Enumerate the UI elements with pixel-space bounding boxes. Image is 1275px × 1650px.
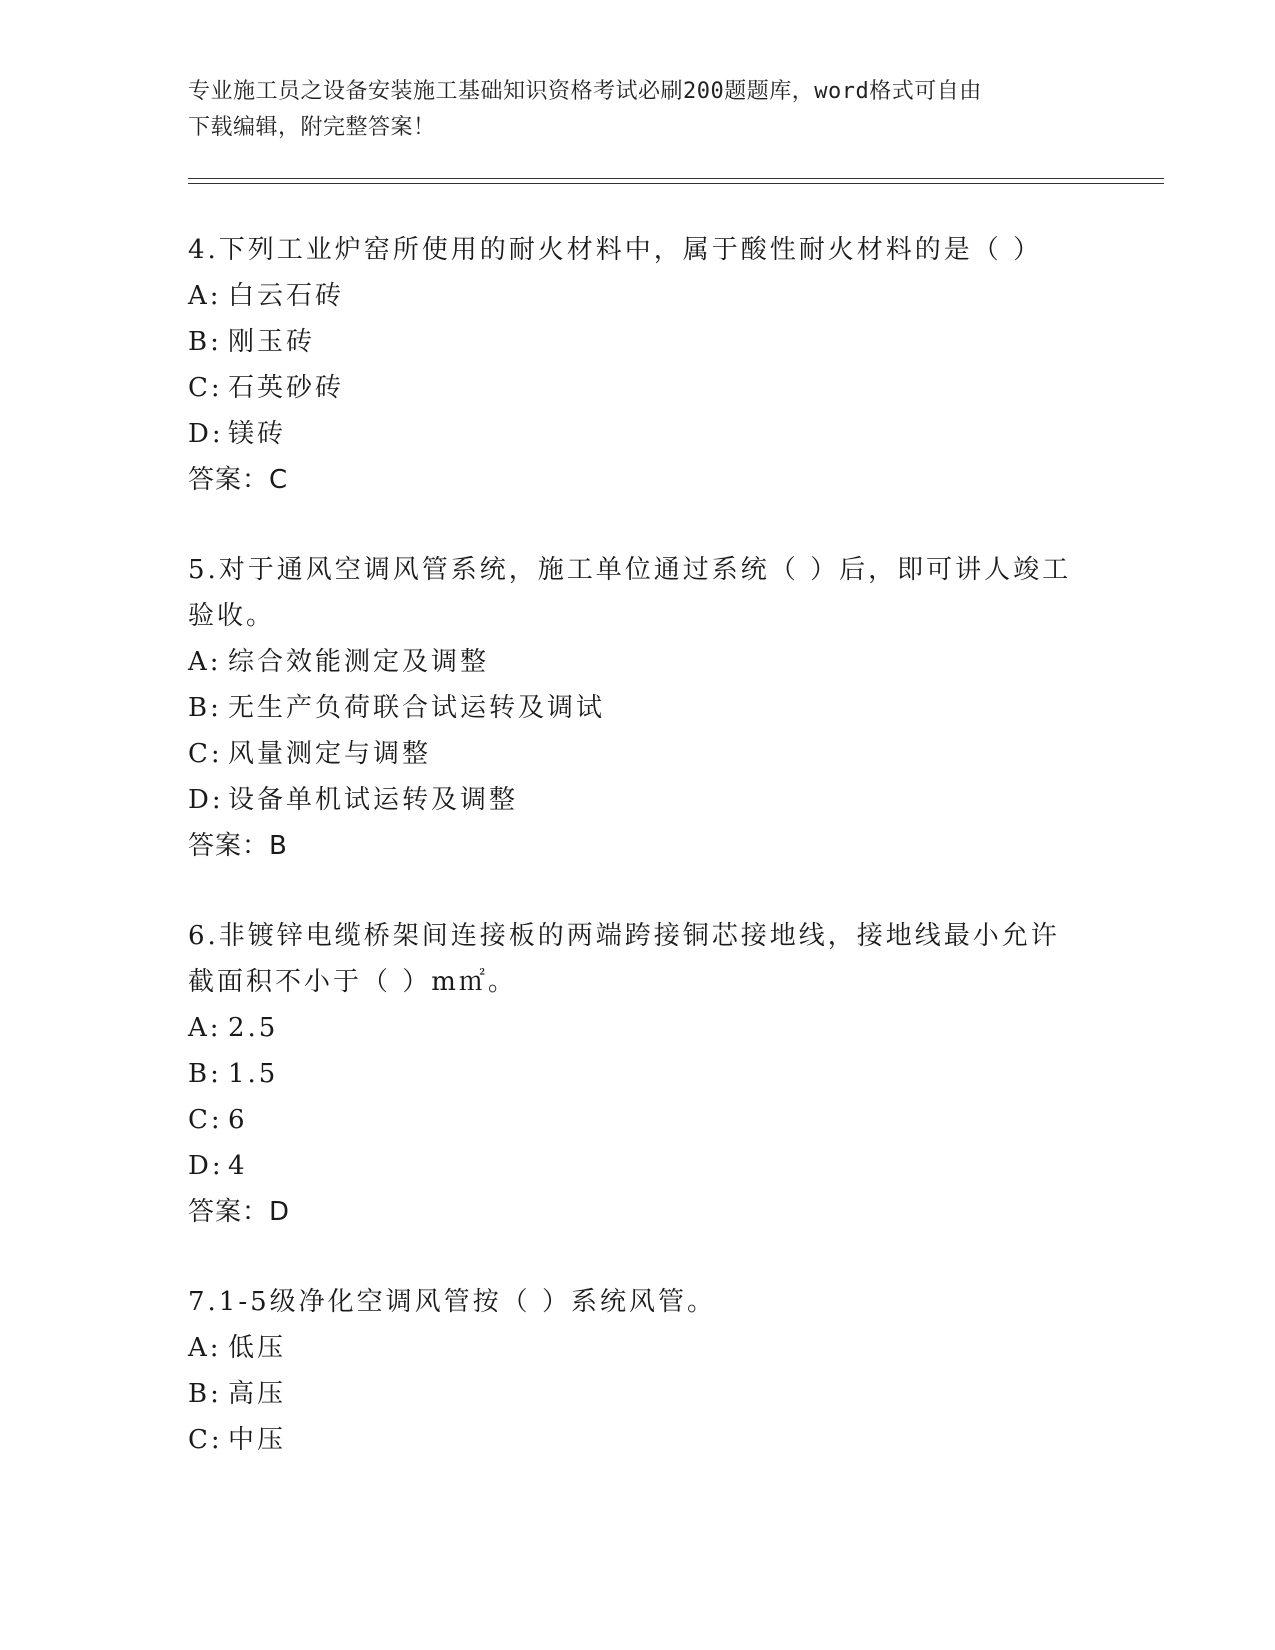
option-text: 石英砂砖 bbox=[228, 373, 345, 403]
option-a bbox=[188, 1325, 1088, 1371]
option-text: 无生产负荷联合试运转及调试 bbox=[228, 693, 606, 723]
question-text: 7.1-5级净化空调风管按（ ）系统风管。 bbox=[188, 1287, 716, 1317]
option-a bbox=[188, 1005, 1088, 1051]
header-line-1: 专业施工员之设备安装施工基础知识资格考试必刷200题题库，word格式可自由 bbox=[188, 79, 982, 104]
option-letter: B: bbox=[188, 1379, 222, 1409]
option-letter: C: bbox=[188, 1105, 223, 1135]
option-text: 高压 bbox=[228, 1379, 287, 1409]
option-text: 综合效能测定及调整 bbox=[228, 647, 490, 677]
option-text: 镁砖 bbox=[228, 419, 287, 449]
question-text-line-1: 6.非镀锌电缆桥架间连接板的两端跨接铜芯接地线，接地线最小允许 bbox=[188, 921, 1060, 951]
option-b bbox=[188, 685, 1088, 731]
question-5 bbox=[188, 547, 1088, 869]
header-divider-top bbox=[188, 178, 1164, 179]
question-text-line-1: 5.对于通风空调风管系统，施工单位通过系统（ ）后，即可讲人竣工 bbox=[188, 555, 1072, 585]
option-b bbox=[188, 319, 1088, 365]
header-line-2: 下载编辑，附完整答案！ bbox=[188, 115, 436, 140]
option-text: 设备单机试运转及调整 bbox=[228, 785, 519, 815]
option-text: 1.5 bbox=[228, 1059, 279, 1089]
option-text: 风量测定与调整 bbox=[228, 739, 432, 769]
option-text: 刚玉砖 bbox=[228, 327, 316, 357]
option-b bbox=[188, 1051, 1088, 1097]
option-letter: D: bbox=[188, 785, 224, 815]
option-c bbox=[188, 1417, 1088, 1463]
option-d bbox=[188, 411, 1088, 457]
option-text: 白云石砖 bbox=[228, 281, 345, 311]
option-letter: A: bbox=[188, 1013, 222, 1043]
option-letter: C: bbox=[188, 739, 223, 769]
option-letter: C: bbox=[188, 373, 223, 403]
option-letter: A: bbox=[188, 647, 222, 677]
option-c bbox=[188, 365, 1088, 411]
answer-line: 答案：D bbox=[188, 1197, 291, 1227]
question-7 bbox=[188, 1279, 1088, 1463]
option-text: 中压 bbox=[228, 1425, 287, 1455]
question-4 bbox=[188, 227, 1088, 503]
option-letter: D: bbox=[188, 419, 224, 449]
option-letter: D: bbox=[188, 1151, 224, 1181]
answer-line: 答案：B bbox=[188, 831, 288, 861]
option-a bbox=[188, 273, 1088, 319]
option-letter: B: bbox=[188, 693, 222, 723]
question-text: 4.下列工业炉窑所使用的耐火材料中，属于酸性耐火材料的是（ ） bbox=[188, 235, 1043, 265]
option-b bbox=[188, 1371, 1088, 1417]
option-text: 6 bbox=[228, 1105, 248, 1135]
option-letter: A: bbox=[188, 1333, 222, 1363]
option-text: 4 bbox=[228, 1151, 248, 1181]
header-divider-bottom bbox=[188, 183, 1164, 184]
option-letter: C: bbox=[188, 1425, 223, 1455]
option-a bbox=[188, 639, 1088, 685]
option-text: 2.5 bbox=[228, 1013, 279, 1043]
option-letter: B: bbox=[188, 327, 222, 357]
question-6 bbox=[188, 913, 1088, 1235]
document-header bbox=[188, 74, 1088, 146]
question-text-line-2: 验收。 bbox=[188, 601, 276, 631]
option-c bbox=[188, 1097, 1088, 1143]
option-letter: A: bbox=[188, 281, 222, 311]
option-letter: B: bbox=[188, 1059, 222, 1089]
option-d bbox=[188, 1143, 1088, 1189]
option-d bbox=[188, 777, 1088, 823]
answer-line: 答案：C bbox=[188, 465, 289, 495]
option-text: 低压 bbox=[228, 1333, 287, 1363]
question-text-line-2: 截面积不小于（ ）m㎡。 bbox=[188, 967, 517, 997]
option-c bbox=[188, 731, 1088, 777]
